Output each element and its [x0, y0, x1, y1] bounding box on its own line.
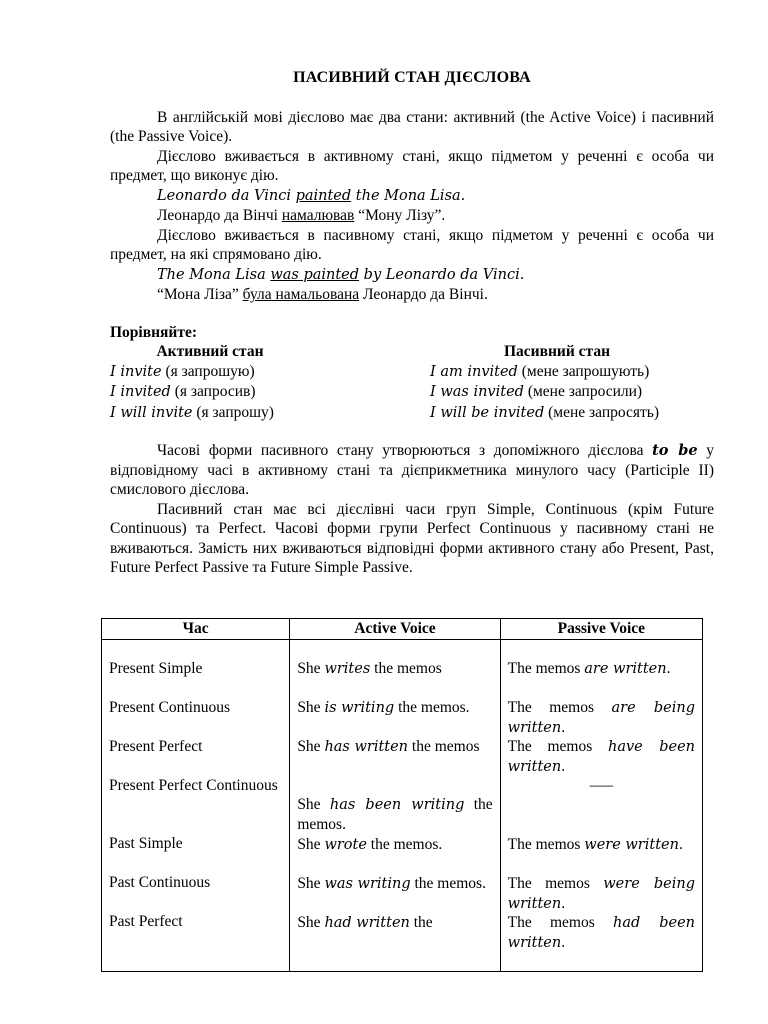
passive-past-simple: The memos were written. — [507, 835, 683, 853]
compare-active-1: I invite (я запрошую) — [110, 362, 255, 380]
passive-voice-definition: Дієслово вживається в пасивному стані, якщо підметом у реченні є особа чи предмет, на які спрямовано дію. — [110, 226, 714, 263]
example-passive-en: The Mona Lisa was painted by Leonardo da Vinci. — [157, 266, 525, 283]
passive-voice-column — [500, 639, 702, 971]
tense-column — [102, 639, 290, 971]
compare-passive-3: I will be invited (мене запросять) — [430, 403, 660, 421]
document-page — [110, 68, 714, 578]
active-present-perfect: She has written the memos — [297, 737, 480, 755]
tense-present-perfect: Present Perfect — [109, 737, 203, 755]
active-present-perfect-continuous: She has been writing the memos. — [297, 795, 493, 833]
active-present-continuous: She is writing the memos. — [297, 698, 470, 716]
tense-present-continuous: Present Continuous — [109, 698, 230, 716]
active-column-heading: Активний стан — [156, 343, 264, 360]
active-present-simple: She writes the memos — [297, 659, 442, 677]
compare-grid — [110, 342, 714, 423]
compare-passive-2: I was invited (мене запросили) — [430, 383, 643, 400]
passive-past-continuous: The memos were being written. — [507, 874, 695, 912]
active-voice-definition: Дієслово вживається в активному стані, якщо підметом у реченні є особа чи предмет, що виконує дію. — [110, 147, 714, 184]
tense-present-perfect-continuous: Present Perfect Continuous — [109, 776, 278, 794]
tense-past-simple: Past Simple — [109, 834, 183, 852]
example-active-ua: Леонардо да Вінчі намалював “Мону Лізу”. — [157, 207, 446, 224]
tense-present-simple: Present Simple — [109, 659, 203, 677]
passive-present-continuous: The memos are being written. — [507, 698, 695, 736]
intro-paragraph: В англійській мові дієслово має два стани: активний (the Active Voice) і пасивний (the Passive Voice). — [110, 108, 714, 145]
tense-past-perfect: Past Perfect — [109, 912, 183, 930]
example-passive-ua: “Мона Ліза” була намальована Леонардо да Вінчі. — [157, 286, 488, 303]
document-title: ПАСИВНИЙ СТАН ДІЄСЛОВА — [293, 69, 531, 86]
table-row — [102, 639, 703, 971]
tense-past-continuous: Past Continuous — [109, 873, 211, 891]
compare-active-2: I invited (я запросив) — [110, 383, 256, 400]
table-header-row — [102, 619, 703, 640]
example-active-en: Leonardo da Vinci painted the Mona Lisa. — [157, 187, 466, 204]
tenses-paragraph: Пасивний стан має всі дієслівні часи груп Simple, Continuous (крім Future Continuous) та Perfect. Часові форми групи Perfect Continuous у пасивному стані не вживаються. Замість них вживаються відповідні форми активного стану або Present, Past, Future Perfect Passive та Future Simple Passive. — [110, 500, 714, 576]
header-passive-voice: Passive Voice — [500, 619, 702, 640]
compare-passive-1: I am invited (мене запрошують) — [430, 362, 650, 380]
active-past-perfect: She had written the — [297, 913, 433, 931]
active-past-continuous: She was writing the memos. — [297, 874, 486, 892]
formation-paragraph: Часові форми пасивного стану утворюються з допоміжного дієслова to be у відповідному часі в активному стані та дієприкметника минулого часу (Participle II) смислового дієслова. — [110, 442, 715, 498]
compare-heading: Порівняйте: — [110, 323, 198, 341]
active-voice-column — [290, 639, 500, 971]
passive-past-perfect: The memos had been written. — [507, 913, 695, 951]
header-tense: Час — [102, 619, 290, 640]
passive-column-heading: Пасивний стан — [503, 343, 611, 360]
passive-present-perfect: The memos have been written. — [507, 737, 696, 775]
passive-present-perfect-continuous: ––– — [589, 776, 613, 794]
tense-table — [101, 618, 703, 972]
header-active-voice: Active Voice — [290, 619, 500, 640]
passive-present-simple: The memos are written. — [507, 659, 671, 677]
compare-active-3: I will invite (я запрошу) — [110, 403, 274, 421]
active-past-simple: She wrote the memos. — [297, 835, 443, 853]
